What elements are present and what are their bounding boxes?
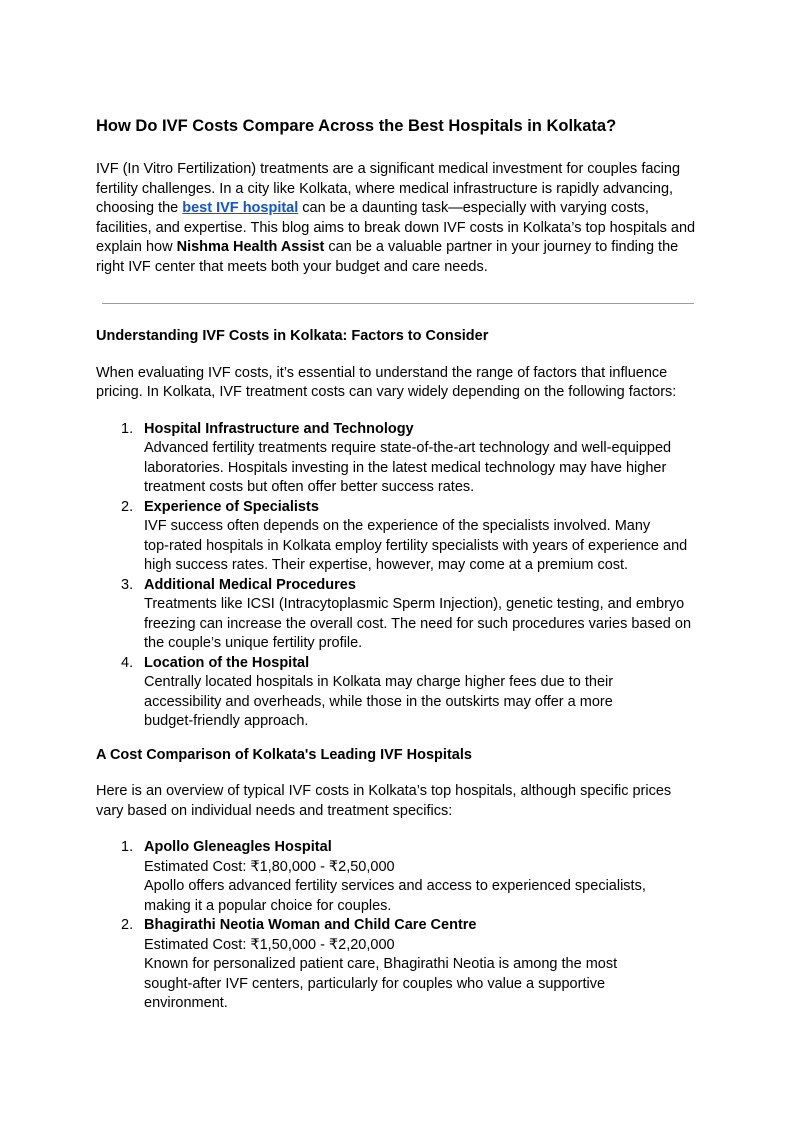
horizontal-divider bbox=[102, 303, 694, 304]
list-number: 1. bbox=[121, 420, 134, 437]
hospitals-list bbox=[96, 838, 702, 1014]
list-item bbox=[96, 654, 702, 732]
document-page bbox=[96, 114, 702, 1014]
list-item-line: Known for personalized patient care, Bhagirathi Neotia is among the most bbox=[144, 956, 618, 972]
list-item-line: budget-friendly approach. bbox=[144, 713, 309, 729]
intro-text-1: IVF (In Vitro Fertilization) treatments are a significant medical investment for couples facing fertility challenges. In a city like Kolkata, where medical infrastructure is rapidly advancing, choosing the bbox=[96, 161, 681, 216]
list-item bbox=[96, 838, 702, 916]
intro-paragraph bbox=[96, 160, 702, 277]
list-item-title: Additional Medical Procedures bbox=[144, 576, 356, 593]
list-item-line: Apollo offers advanced fertility services and access to experienced specialists, bbox=[144, 878, 646, 894]
list-item-line: sought-after IVF centers, particularly for couples who value a supportive bbox=[144, 975, 606, 992]
list-number: 4. bbox=[121, 654, 134, 671]
section-lead-factors: When evaluating IVF costs, it’s essential to understand the range of factors that influence pricing. In Kolkata, IVF treatment costs can vary widely depending on the following factors: bbox=[96, 364, 677, 400]
list-item-line: Treatments like ICSI (Intracytoplasmic Sperm Injection), genetic testing, and embryo bbox=[144, 596, 685, 612]
hospital-cost: Estimated Cost: ₹1,50,000 - ₹2,20,000 bbox=[144, 936, 395, 953]
list-item-line: the couple’s unique fertility profile. bbox=[144, 635, 363, 651]
hospital-cost: Estimated Cost: ₹1,80,000 - ₹2,50,000 bbox=[144, 858, 395, 875]
intro-text-3: can be a valuable partner in your journey to finding the right IVF center that meets both your budget and care needs. bbox=[96, 239, 679, 275]
list-item bbox=[96, 916, 702, 1014]
list-number: 1. bbox=[121, 839, 134, 855]
section-lead-comparison: Here is an overview of typical IVF costs in Kolkata’s top hospitals, although specific prices vary based on individual needs and treatment specifics: bbox=[96, 783, 672, 819]
list-number: 2. bbox=[121, 917, 134, 933]
list-item-line: top-rated hospitals in Kolkata employ fertility specialists with years of experience and bbox=[144, 537, 688, 554]
intro-text-2: can be a daunting task—especially with varying costs, facilities, and expertise. This blog aims to break down IVF costs in Kolkata’s top hospitals and explain how bbox=[96, 200, 696, 255]
list-number: 2. bbox=[121, 498, 134, 515]
list-item-title: Hospital Infrastructure and Technology bbox=[144, 420, 414, 437]
list-item-line: high success rates. Their expertise, however, may come at a premium cost. bbox=[144, 557, 629, 573]
list-item-title: Experience of Specialists bbox=[144, 498, 319, 515]
list-item-line: making it a popular choice for couples. bbox=[144, 897, 392, 914]
page-title: How Do IVF Costs Compare Across the Best Hospitals in Kolkata? bbox=[96, 117, 617, 135]
list-item bbox=[96, 576, 702, 654]
list-item-line: freezing can increase the overall cost. The need for such procedures varies based on bbox=[144, 615, 692, 632]
list-item-line: Centrally located hospitals in Kolkata may charge higher fees due to their bbox=[144, 674, 614, 690]
list-item-title: Location of the Hospital bbox=[144, 654, 310, 671]
list-item-line: accessibility and overheads, while those in the outskirts may offer a more bbox=[144, 693, 613, 710]
factors-list bbox=[96, 420, 702, 732]
hospital-name: Bhagirathi Neotia Woman and Child Care Centre bbox=[144, 917, 477, 933]
best-ivf-hospital-link[interactable]: best IVF hospital bbox=[182, 200, 299, 216]
list-item-line: treatment costs but often offer better success rates. bbox=[144, 479, 475, 495]
brand-name: Nishma Health Assist bbox=[176, 239, 325, 255]
list-item-line: IVF success often depends on the experience of the specialists involved. Many bbox=[144, 518, 651, 534]
list-item-line: Advanced fertility treatments require state-of-the-art technology and well-equipped bbox=[144, 440, 672, 456]
list-number: 3. bbox=[121, 576, 134, 593]
hospital-name: Apollo Gleneagles Hospital bbox=[144, 839, 332, 855]
list-item-line: environment. bbox=[144, 995, 228, 1011]
section-heading-comparison: A Cost Comparison of Kolkata's Leading IVF Hospitals bbox=[96, 746, 472, 763]
list-item bbox=[96, 498, 702, 576]
section-heading-factors: Understanding IVF Costs in Kolkata: Factors to Consider bbox=[96, 328, 489, 344]
list-item bbox=[96, 420, 702, 498]
list-item-line: laboratories. Hospitals investing in the latest medical technology may have higher bbox=[144, 459, 667, 476]
